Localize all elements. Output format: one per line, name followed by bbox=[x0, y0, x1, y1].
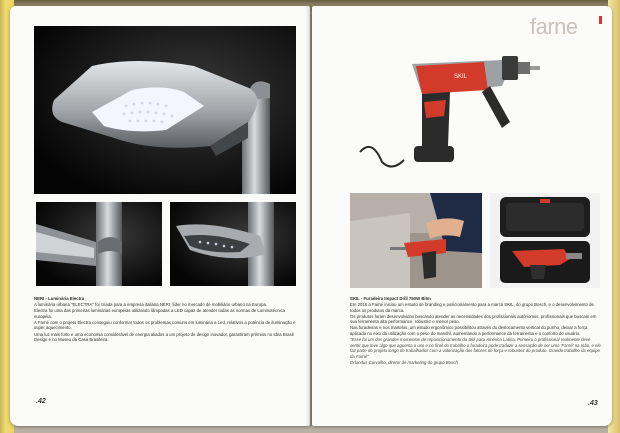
farne-logo-accent bbox=[599, 16, 602, 24]
right-quote-author: Orlandus Carvalho, diretor de marketing do grupo Bosch bbox=[350, 360, 458, 366]
right-paragraph-2: Os produtos foram desenvolvidos buscando atender as necessidades dos profissionais autônomos, profissionais que buscam em sua ferramenta alta performance, robustez e menor peso. bbox=[350, 313, 597, 325]
lamp-head-closeup-image bbox=[170, 202, 296, 286]
lamp-main-photo bbox=[34, 26, 296, 194]
right-page-number: .43 bbox=[588, 400, 598, 407]
left-page-number: .42 bbox=[36, 398, 46, 405]
right-caption-title: SKIL - Furadeira Impact Drill 750W Bitm bbox=[350, 296, 431, 301]
drilling-wall-image bbox=[350, 193, 482, 288]
left-paragraph-3: A Farné com o projeto Electra conseguiu conformar todos os problemas comuns em luminária a Led, relativos a potência de iluminação e super aquecimento. bbox=[34, 319, 296, 331]
left-paragraph-1: A luminária urbana "ELECTRA" foi criada para a empresa italiana NERI, líder no mercado de mobiliário urbano na Europa. bbox=[34, 302, 268, 308]
drill-carrying-case-image bbox=[490, 193, 600, 288]
drill-in-use-photo bbox=[350, 193, 482, 288]
left-page bbox=[10, 6, 310, 426]
impact-drill-image bbox=[352, 42, 542, 172]
drill-logo-text: SKIL bbox=[454, 74, 468, 80]
right-quote: "Esse foi um dos grandes momentos de reposicionamento da Skil para América Latina. Primeiro o profissional realmente deve sentir que teve algo que aguenta o uso e no final do trabalho a furadeira pode traduzir a sensação de ser uma 'Farné' na mão, e ele faz parte do projeto longo de trabalhados com a valorização dos fatores de força e robustez do produto. Grande trabalho da equipe da Farné" bbox=[350, 337, 601, 359]
lamp-pole-closeup-image bbox=[36, 202, 162, 286]
right-paragraph-1: Em 2016 a Farné iniciou um estudo de branding e posicionamento para a marca SKIL, do grupo Bosch, e o desenvolvimento de todos os produtos da marca. bbox=[350, 302, 594, 313]
left-caption-title: NERI - Luminária Electra bbox=[34, 296, 85, 301]
right-caption bbox=[350, 296, 602, 366]
lamp-detail-photo-1 bbox=[36, 202, 162, 286]
lamp-detail-photo-2 bbox=[170, 202, 296, 286]
left-paragraph-2: Electra foi uma das primeiras luminárias européias utilizando lâmpadas a LED capaz de atender todas as normas de Luminotécnica européia. bbox=[34, 308, 286, 319]
left-paragraph-4: Uma luz mais forte e uma economia considerável de energia aliados a um projeto de design inovador, garantiram prêmios no Idea Brasil Design e no Museu da Casa Brasileira. bbox=[34, 331, 294, 343]
drill-photo bbox=[352, 42, 542, 172]
left-caption bbox=[34, 296, 296, 343]
drill-case-photo bbox=[490, 193, 600, 288]
right-page bbox=[312, 6, 612, 426]
farne-logo: farne bbox=[530, 14, 578, 39]
right-paragraph-3: Nas furadeiras e nos martelos, um estudo ergonômico possibilitou através do deslocamento vertical do punho, deixar a força aplicada no eixo da utilização com o peso do mandril, aumentando a performance da ferramenta e o conforto do usuário. bbox=[350, 325, 588, 337]
street-lamp-image bbox=[34, 26, 296, 194]
